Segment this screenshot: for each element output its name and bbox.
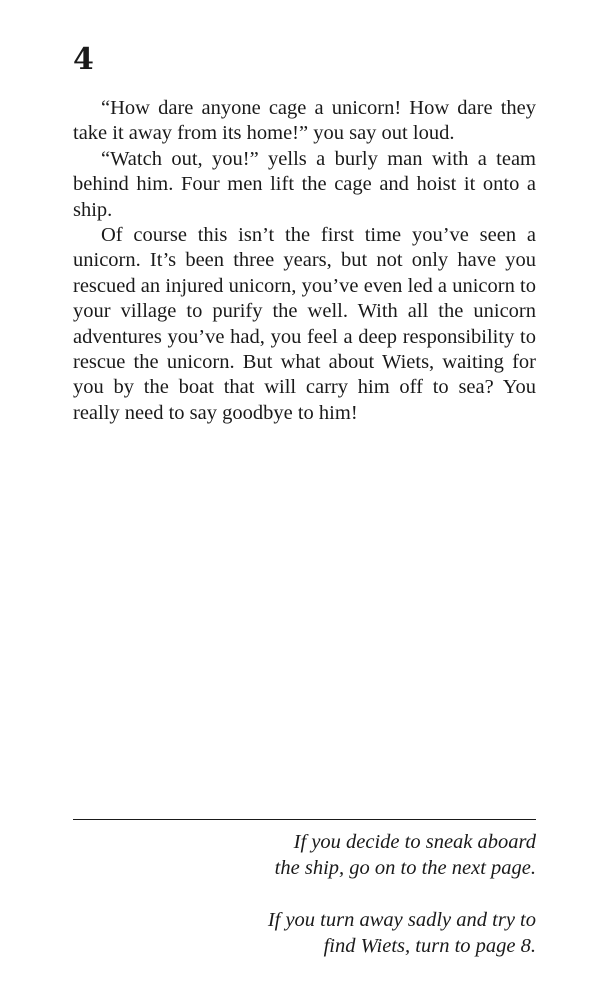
choice-line: If you decide to sneak aboard: [293, 831, 536, 853]
choices-divider: [73, 819, 536, 820]
choices-section: [73, 829, 536, 959]
choice-sneak-aboard: [73, 829, 536, 881]
choice-find-wiets: [73, 907, 536, 959]
choice-line: If you turn away sadly and try to: [267, 909, 536, 931]
story-paragraph: Of course this isn’t the first time you’ve seen a unicorn. It’s been three years, but not only have you rescued an injured unicorn, you’ve even led a unicorn to your village to purify the well. With all the unicorn adventures you’ve had, you feel a deep responsibility to rescue the unicorn. But what about Wiets, waiting for you by the boat that will carry him off to sea? You really need to say goodbye to him!: [73, 224, 536, 424]
choice-line: the ship, go on to the next page.: [274, 857, 536, 879]
choice-line: find Wiets, turn to page 8.: [323, 935, 536, 957]
story-text: [73, 96, 536, 426]
page-number: 4: [73, 42, 94, 77]
story-paragraph: “Watch out, you!” yells a burly man with a team behind him. Four men lift the cage and hoist it onto a ship.: [73, 147, 536, 221]
story-paragraph: “How dare anyone cage a unicorn! How dare they take it away from its home!” you say out loud.: [73, 97, 536, 145]
